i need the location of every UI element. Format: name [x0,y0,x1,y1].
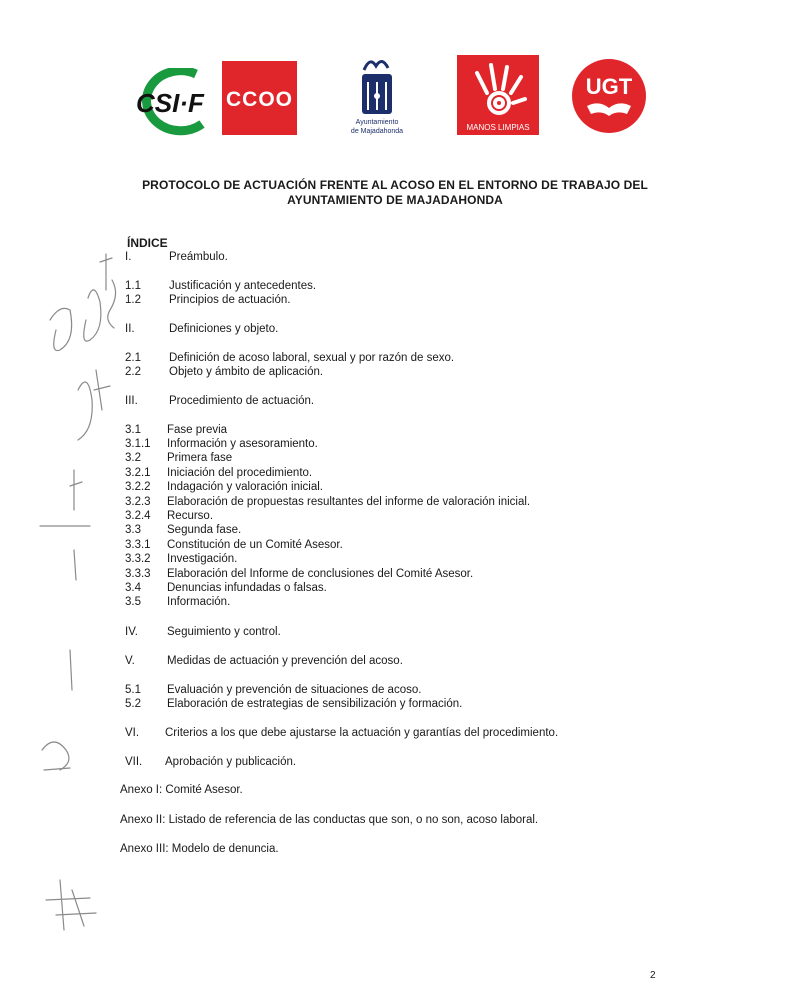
ayuntamiento-logo-line1: Ayuntamiento [355,119,399,126]
index-heading: ÍNDICE [127,236,168,250]
toc-entry-number: VI. [125,727,140,739]
toc-entry-number: 2.1 [125,352,141,364]
toc-entry-text: Medidas de actuación y prevención del acoso. [167,655,403,667]
ayuntamiento-logo-line2: de Majadahonda [350,128,404,135]
toc-entry-number: 3.2 [125,452,141,464]
toc-entry-text: Fase previa [167,424,228,436]
toc-entry-number: 5.2 [125,698,141,710]
toc-entry-number: II. [125,323,135,335]
manos-limpias-logo [457,55,539,135]
toc-entry-number: 3.1.1 [125,438,151,450]
toc-entry-text: Investigación. [167,553,238,565]
toc-entry-number: IV. [125,626,139,638]
toc-entry-number: 3.2.4 [125,510,151,522]
toc-entry-number: I. [125,251,132,263]
toc-entry-number: 1.2 [125,294,141,306]
toc-entry-number: 3.4 [125,582,141,594]
toc-entry-number: 2.2 [125,366,141,378]
annex-entry: Anexo III: Modelo de denuncia. [120,843,279,855]
toc-entry-text: Denuncias infundadas o falsas. [167,582,327,594]
document-title-line1: PROTOCOLO DE ACTUACIÓN FRENTE AL ACOSO EN EL ENTORNO DE TRABAJO DEL [142,178,648,192]
toc-entry-text: Preámbulo. [169,251,228,263]
toc-entry-text: Información. [167,596,231,608]
toc-entry-text: Segunda fase. [167,524,242,536]
toc-entry-text: Aprobación y publicación. [165,756,297,768]
handwritten-initials-icon [40,254,116,930]
ayuntamiento-logo [342,52,412,138]
toc-entry-number: V. [125,655,135,667]
toc-entry-number: 3.3.2 [125,553,151,565]
toc-entry-text: Definición de acoso laboral, sexual y por razón de sexo. [169,352,455,364]
toc-entry-text: Iniciación del procedimiento. [167,467,313,479]
toc-entry-number: III. [125,395,138,407]
ugt-logo [571,58,647,134]
toc-entry-number: 3.2.1 [125,467,151,479]
ccoo-logo [222,61,297,135]
toc-entry-text: Elaboración del Informe de conclusiones del Comité Asesor. [167,568,474,580]
manos-limpias-logo-text: MANOS LIMPIAS [466,123,530,132]
csif-logo [126,68,212,136]
csif-logo-text: CSI·F [136,88,204,118]
toc-entry-text: Seguimiento y control. [167,626,281,638]
toc-entry-text: Definiciones y objeto. [169,323,279,335]
toc-entry-text: Constitución de un Comité Asesor. [167,539,343,551]
toc-entry-text: Objeto y ámbito de aplicación. [169,366,324,378]
toc-entry-number: VII. [125,756,143,768]
toc-entry-text: Elaboración de propuestas resultantes del informe de valoración inicial. [167,496,531,508]
ayuntamiento-emblem-icon [362,61,392,114]
toc-entry-number: 3.3.3 [125,568,151,580]
annex-entry: Anexo II: Listado de referencia de las conductas que son, o no son, acoso laboral. [120,814,539,826]
ccoo-logo-text: CCOO [226,88,293,111]
toc-entry-number: 3.2.2 [125,481,151,493]
toc-entry-text: Procedimiento de actuación. [169,395,315,407]
toc-entry-text: Criterios a los que debe ajustarse la actuación y garantías del procedimiento. [165,727,559,739]
toc-entry-text: Evaluación y prevención de situaciones de acoso. [167,684,422,696]
toc-entry-text: Recurso. [167,510,214,522]
toc-entry-number: 3.2.3 [125,496,151,508]
toc-entry-number: 1.1 [125,280,141,292]
margin-signatures [30,250,125,940]
toc-entry-number: 5.1 [125,684,141,696]
toc-entry-number: 3.1 [125,424,141,436]
page-number: 2 [650,970,656,981]
document-title-line2: AYUNTAMIENTO DE MAJADAHONDA [287,193,503,207]
toc-entry-text: Información y asesoramiento. [167,438,318,450]
toc-entry-text: Justificación y antecedentes. [169,280,317,292]
toc-entry-text: Elaboración de estrategias de sensibilización y formación. [167,698,463,710]
toc-entry-text: Primera fase [167,452,233,464]
toc-entry-text: Principios de actuación. [169,294,291,306]
toc-entry-number: 3.3 [125,524,141,536]
toc-entry-number: 3.3.1 [125,539,151,551]
toc-entry-number: 3.5 [125,596,141,608]
ugt-logo-text: UGT [585,74,633,99]
annex-entry: Anexo I: Comité Asesor. [120,784,243,796]
document-title [130,178,660,208]
toc-entry-text: Indagación y valoración inicial. [167,481,323,493]
